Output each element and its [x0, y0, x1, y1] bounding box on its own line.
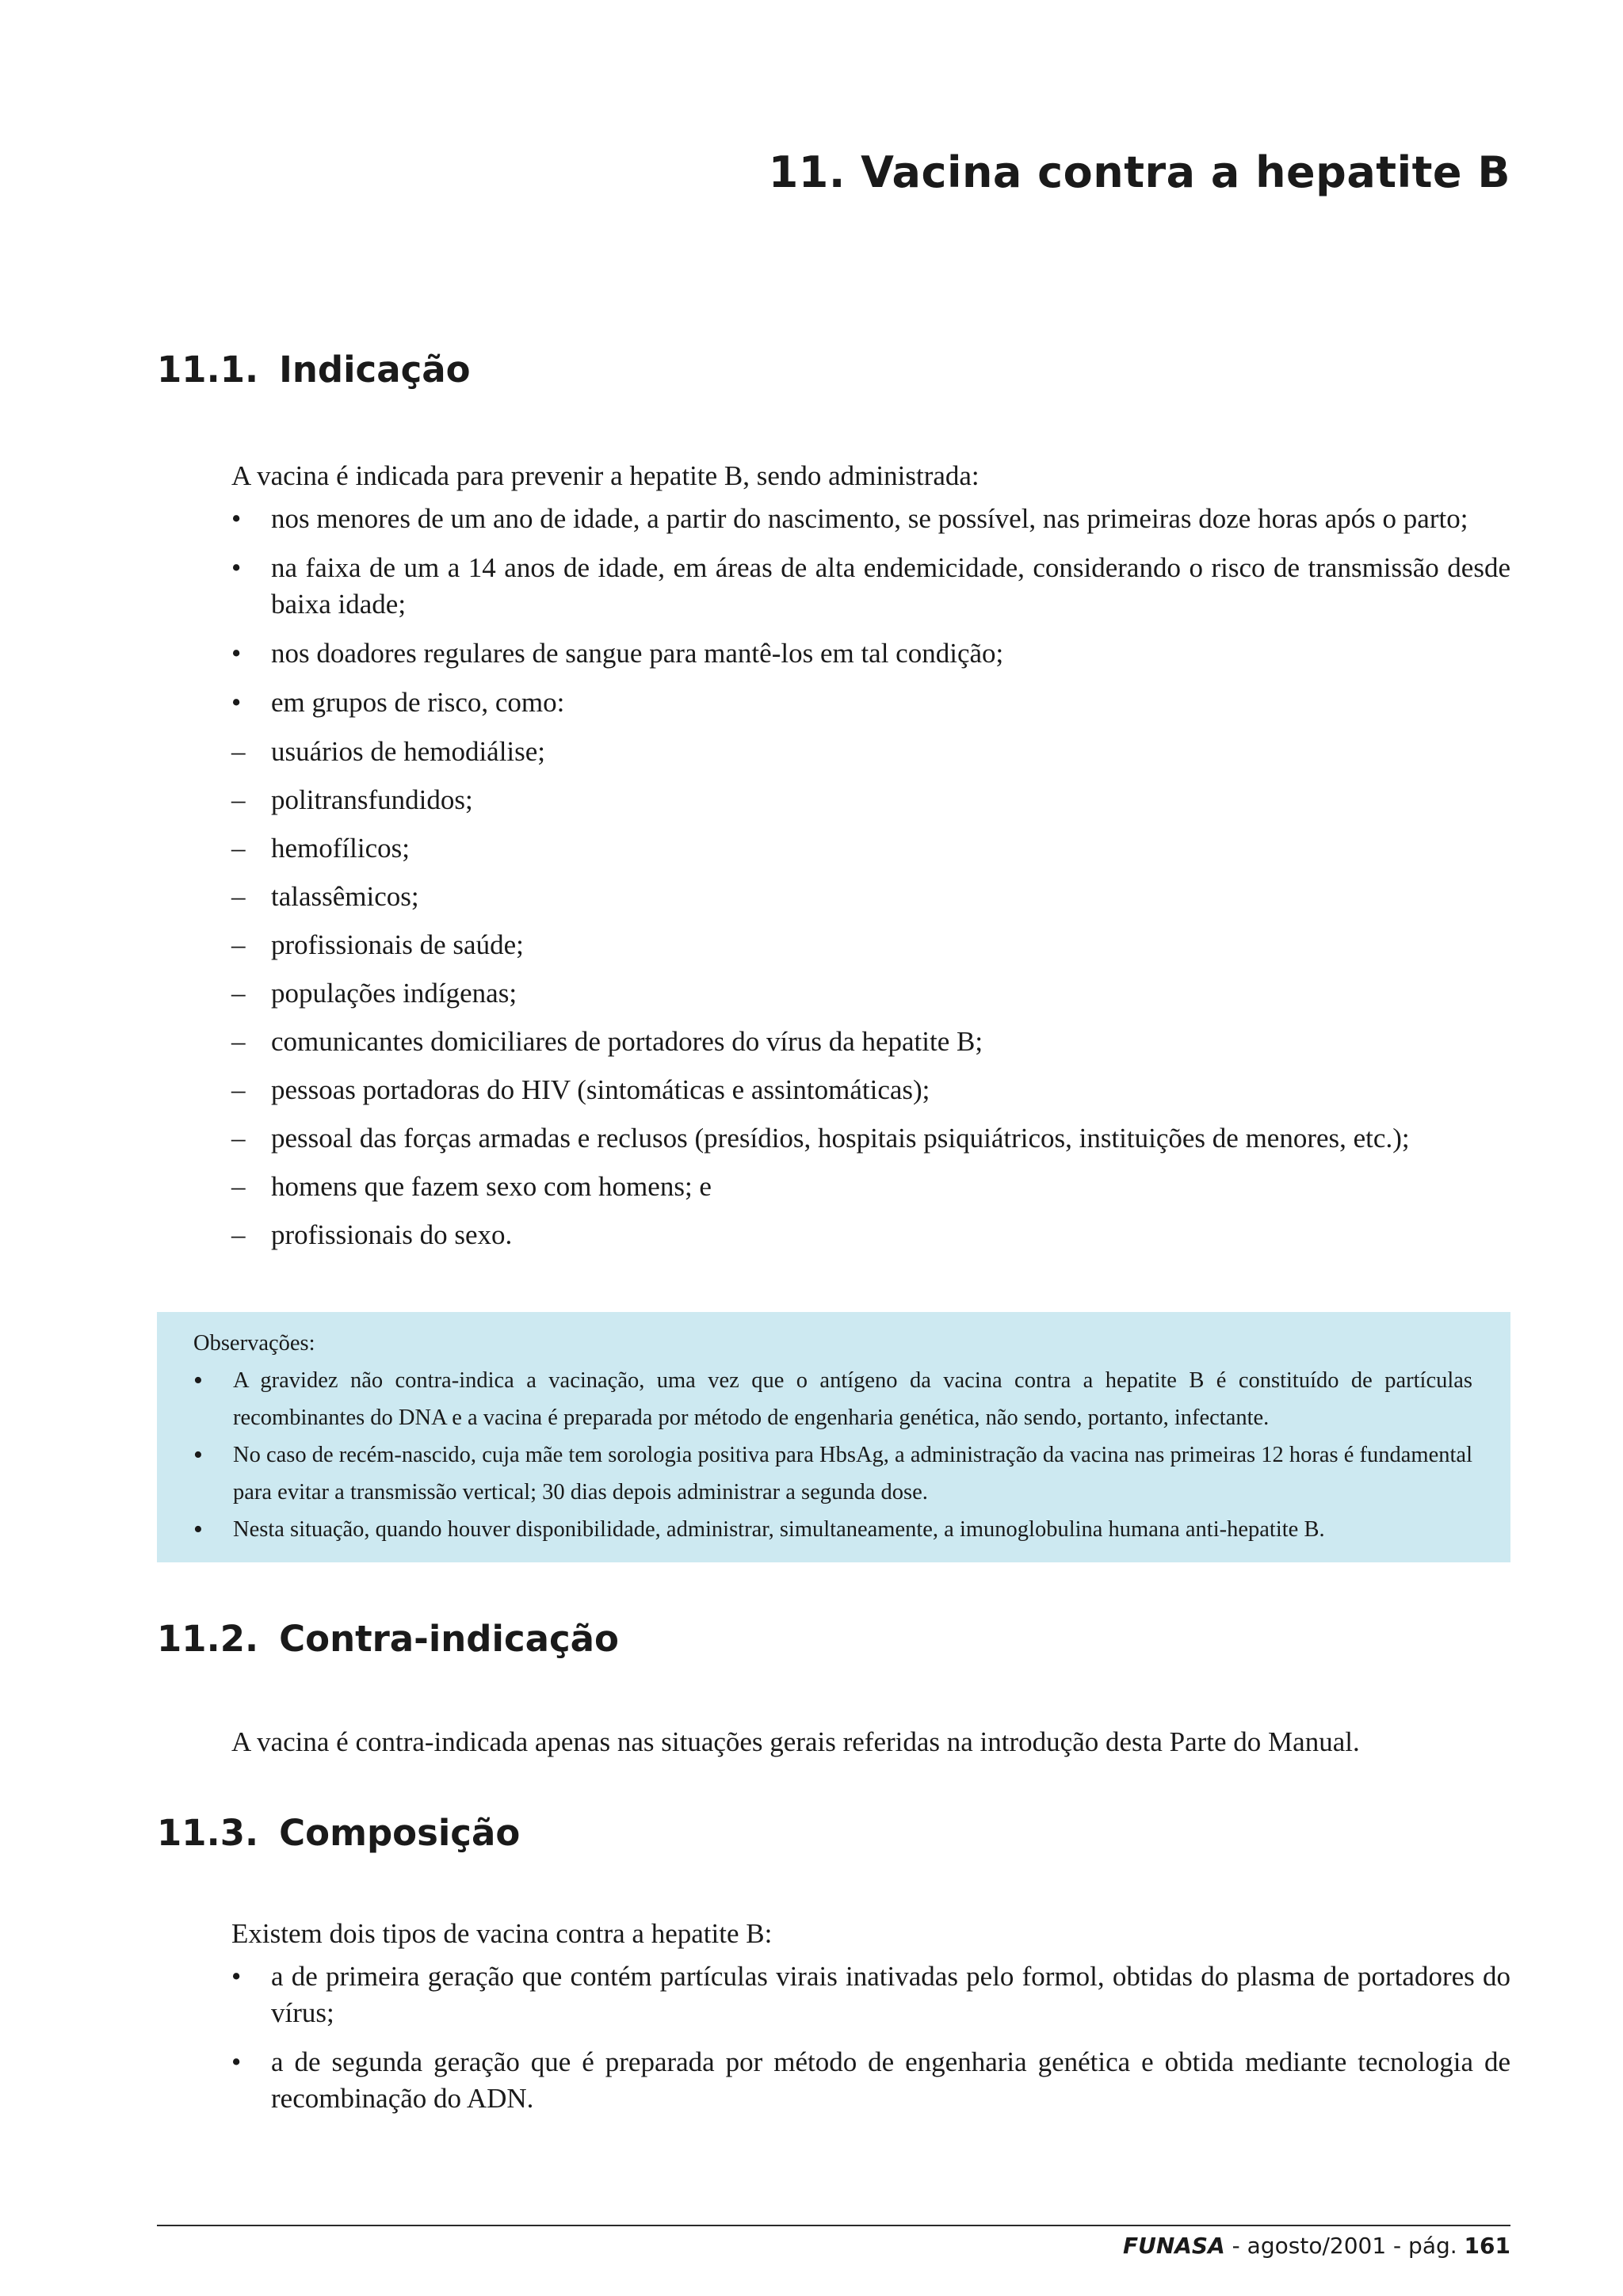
bullet-mark: • — [231, 503, 242, 534]
dash-mark: – — [231, 929, 246, 960]
observation-item — [193, 1362, 1472, 1436]
page-number: 161 — [1464, 2233, 1510, 2259]
dash-mark: – — [231, 978, 246, 1009]
list-item — [231, 1958, 1510, 2031]
bullet-mark: • — [231, 687, 242, 718]
observations-list — [193, 1362, 1472, 1548]
composicao-content — [231, 1916, 1510, 2130]
observation-text: No caso de recém-nascido, cuja mãe tem sorologia positiva para HbsAg, a administração da vacina nas primeiras 12 horas é fundamental para evitar a transmissão vertical; 30 dias depois administrar a segunda dose. — [233, 1443, 1472, 1505]
risk-group-text: profissionais de saúde; — [271, 929, 524, 960]
risk-group-text: talassêmicos; — [271, 881, 419, 912]
bullet-mark: • — [231, 638, 242, 669]
bullet-mark: • — [231, 2046, 242, 2077]
risk-group-text: homens que fazem sexo com homens; e — [271, 1171, 712, 1202]
bullet-mark: • — [231, 552, 242, 583]
indicacao-intro: A vacina é indicada para prevenir a hepatite B, sendo administrada: — [231, 460, 980, 491]
risk-group-item — [231, 830, 1510, 867]
risk-group-item — [231, 1072, 1510, 1108]
composicao-intro: Existem dois tipos de vacina contra a hepatite B: — [231, 1918, 773, 1949]
dash-mark: – — [231, 1123, 246, 1154]
risk-group-item — [231, 927, 1510, 963]
risk-group-item — [231, 1024, 1510, 1060]
risk-group-item — [231, 1217, 1510, 1253]
risk-group-text: pessoas portadoras do HIV (sintomáticas e assintomáticas); — [271, 1074, 930, 1105]
risk-group-text: populações indígenas; — [271, 978, 517, 1009]
page-footer — [1123, 2233, 1510, 2259]
dash-mark: – — [231, 736, 246, 767]
risk-group-text: comunicantes domiciliares de portadores do vírus da hepatite B; — [271, 1026, 983, 1057]
dash-mark: – — [231, 1074, 246, 1105]
footer-text: - agosto/2001 - pág. — [1224, 2233, 1465, 2259]
indicacao-bullet-list — [231, 501, 1510, 721]
list-item-text: a de primeira geração que contém partículas virais inativadas pelo formol, obtidas do plasma de portadores do vírus; — [271, 1961, 1510, 2028]
bullet-mark: • — [193, 1440, 203, 1470]
risk-group-item — [231, 782, 1510, 818]
observations-title: Observações: — [193, 1331, 315, 1356]
bullet-mark: • — [193, 1515, 203, 1544]
list-item-text: na faixa de um a 14 anos de idade, em áreas de alta endemicidade, considerando o risco de transmissão desde baixa idade; — [271, 552, 1510, 620]
risk-groups-list — [231, 734, 1510, 1253]
observation-item — [193, 1436, 1472, 1511]
page-title: 11. Vacina contra a hepatite B — [768, 147, 1510, 197]
dash-mark: – — [231, 1171, 246, 1202]
risk-group-item — [231, 1120, 1510, 1157]
observation-text: A gravidez não contra-indica a vacinação, uma vez que o antígeno da vacina contra a hepatite B é constituído de partículas recombinantes do DNA e a vacina é preparada por método de engenharia genética, não sendo, portanto, infectante. — [233, 1368, 1472, 1430]
dash-mark: – — [231, 1219, 246, 1250]
footer-brand: FUNASA — [1122, 2233, 1225, 2259]
dash-mark: – — [231, 784, 246, 815]
section-title: Indicação — [279, 349, 471, 391]
list-item — [231, 2044, 1510, 2117]
section-number: 11.2. — [157, 1618, 259, 1660]
risk-group-item — [231, 734, 1510, 770]
list-item-text: nos menores de um ano de idade, a partir do nascimento, se possível, nas primeiras doze horas após o parto; — [271, 503, 1468, 534]
risk-group-item — [231, 1169, 1510, 1205]
risk-group-text: pessoal das forças armadas e reclusos (presídios, hospitais psiquiátricos, instituições de menores, etc.); — [271, 1123, 1410, 1154]
bullet-mark: • — [231, 1961, 242, 1992]
dash-mark: – — [231, 881, 246, 912]
section-title: Contra-indicação — [279, 1618, 619, 1660]
list-item — [231, 685, 1510, 721]
dash-mark: – — [231, 1026, 246, 1057]
section-number: 11.3. — [157, 1812, 259, 1854]
bullet-mark: • — [193, 1366, 203, 1395]
list-item-text: a de segunda geração que é preparada por método de engenharia genética e obtida mediante tecnologia de recombinação do ADN. — [271, 2046, 1510, 2114]
section-title: Composição — [279, 1812, 521, 1854]
footer-divider — [157, 2225, 1510, 2226]
section-heading-indicacao — [157, 349, 471, 391]
observation-text: Nesta situação, quando houver disponibilidade, administrar, simultaneamente, a imunoglobulina humana anti-hepatite B. — [233, 1517, 1325, 1542]
list-item — [231, 501, 1510, 537]
risk-group-text: profissionais do sexo. — [271, 1219, 513, 1250]
risk-group-item — [231, 879, 1510, 915]
observations-box — [157, 1312, 1510, 1562]
composicao-bullet-list — [231, 1958, 1510, 2117]
observation-item — [193, 1511, 1472, 1548]
risk-group-text: hemofílicos; — [271, 833, 410, 864]
risk-group-text: politransfundidos; — [271, 784, 473, 815]
dash-mark: – — [231, 833, 246, 864]
risk-group-item — [231, 975, 1510, 1012]
section-number: 11.1. — [157, 349, 259, 391]
list-item-text: em grupos de risco, como: — [271, 687, 565, 718]
contra-indicacao-text: A vacina é contra-indicada apenas nas situações gerais referidas na introdução desta Parte do Manual. — [231, 1726, 1360, 1757]
indicacao-content — [231, 458, 1510, 1265]
list-item-text: nos doadores regulares de sangue para mantê-los em tal condição; — [271, 638, 1004, 669]
risk-group-text: usuários de hemodiálise; — [271, 736, 546, 767]
list-item — [231, 635, 1510, 672]
section-heading-composicao — [157, 1812, 520, 1854]
contra-indicacao-content — [231, 1724, 1510, 1767]
section-heading-contra-indicacao — [157, 1618, 619, 1660]
list-item — [231, 550, 1510, 623]
